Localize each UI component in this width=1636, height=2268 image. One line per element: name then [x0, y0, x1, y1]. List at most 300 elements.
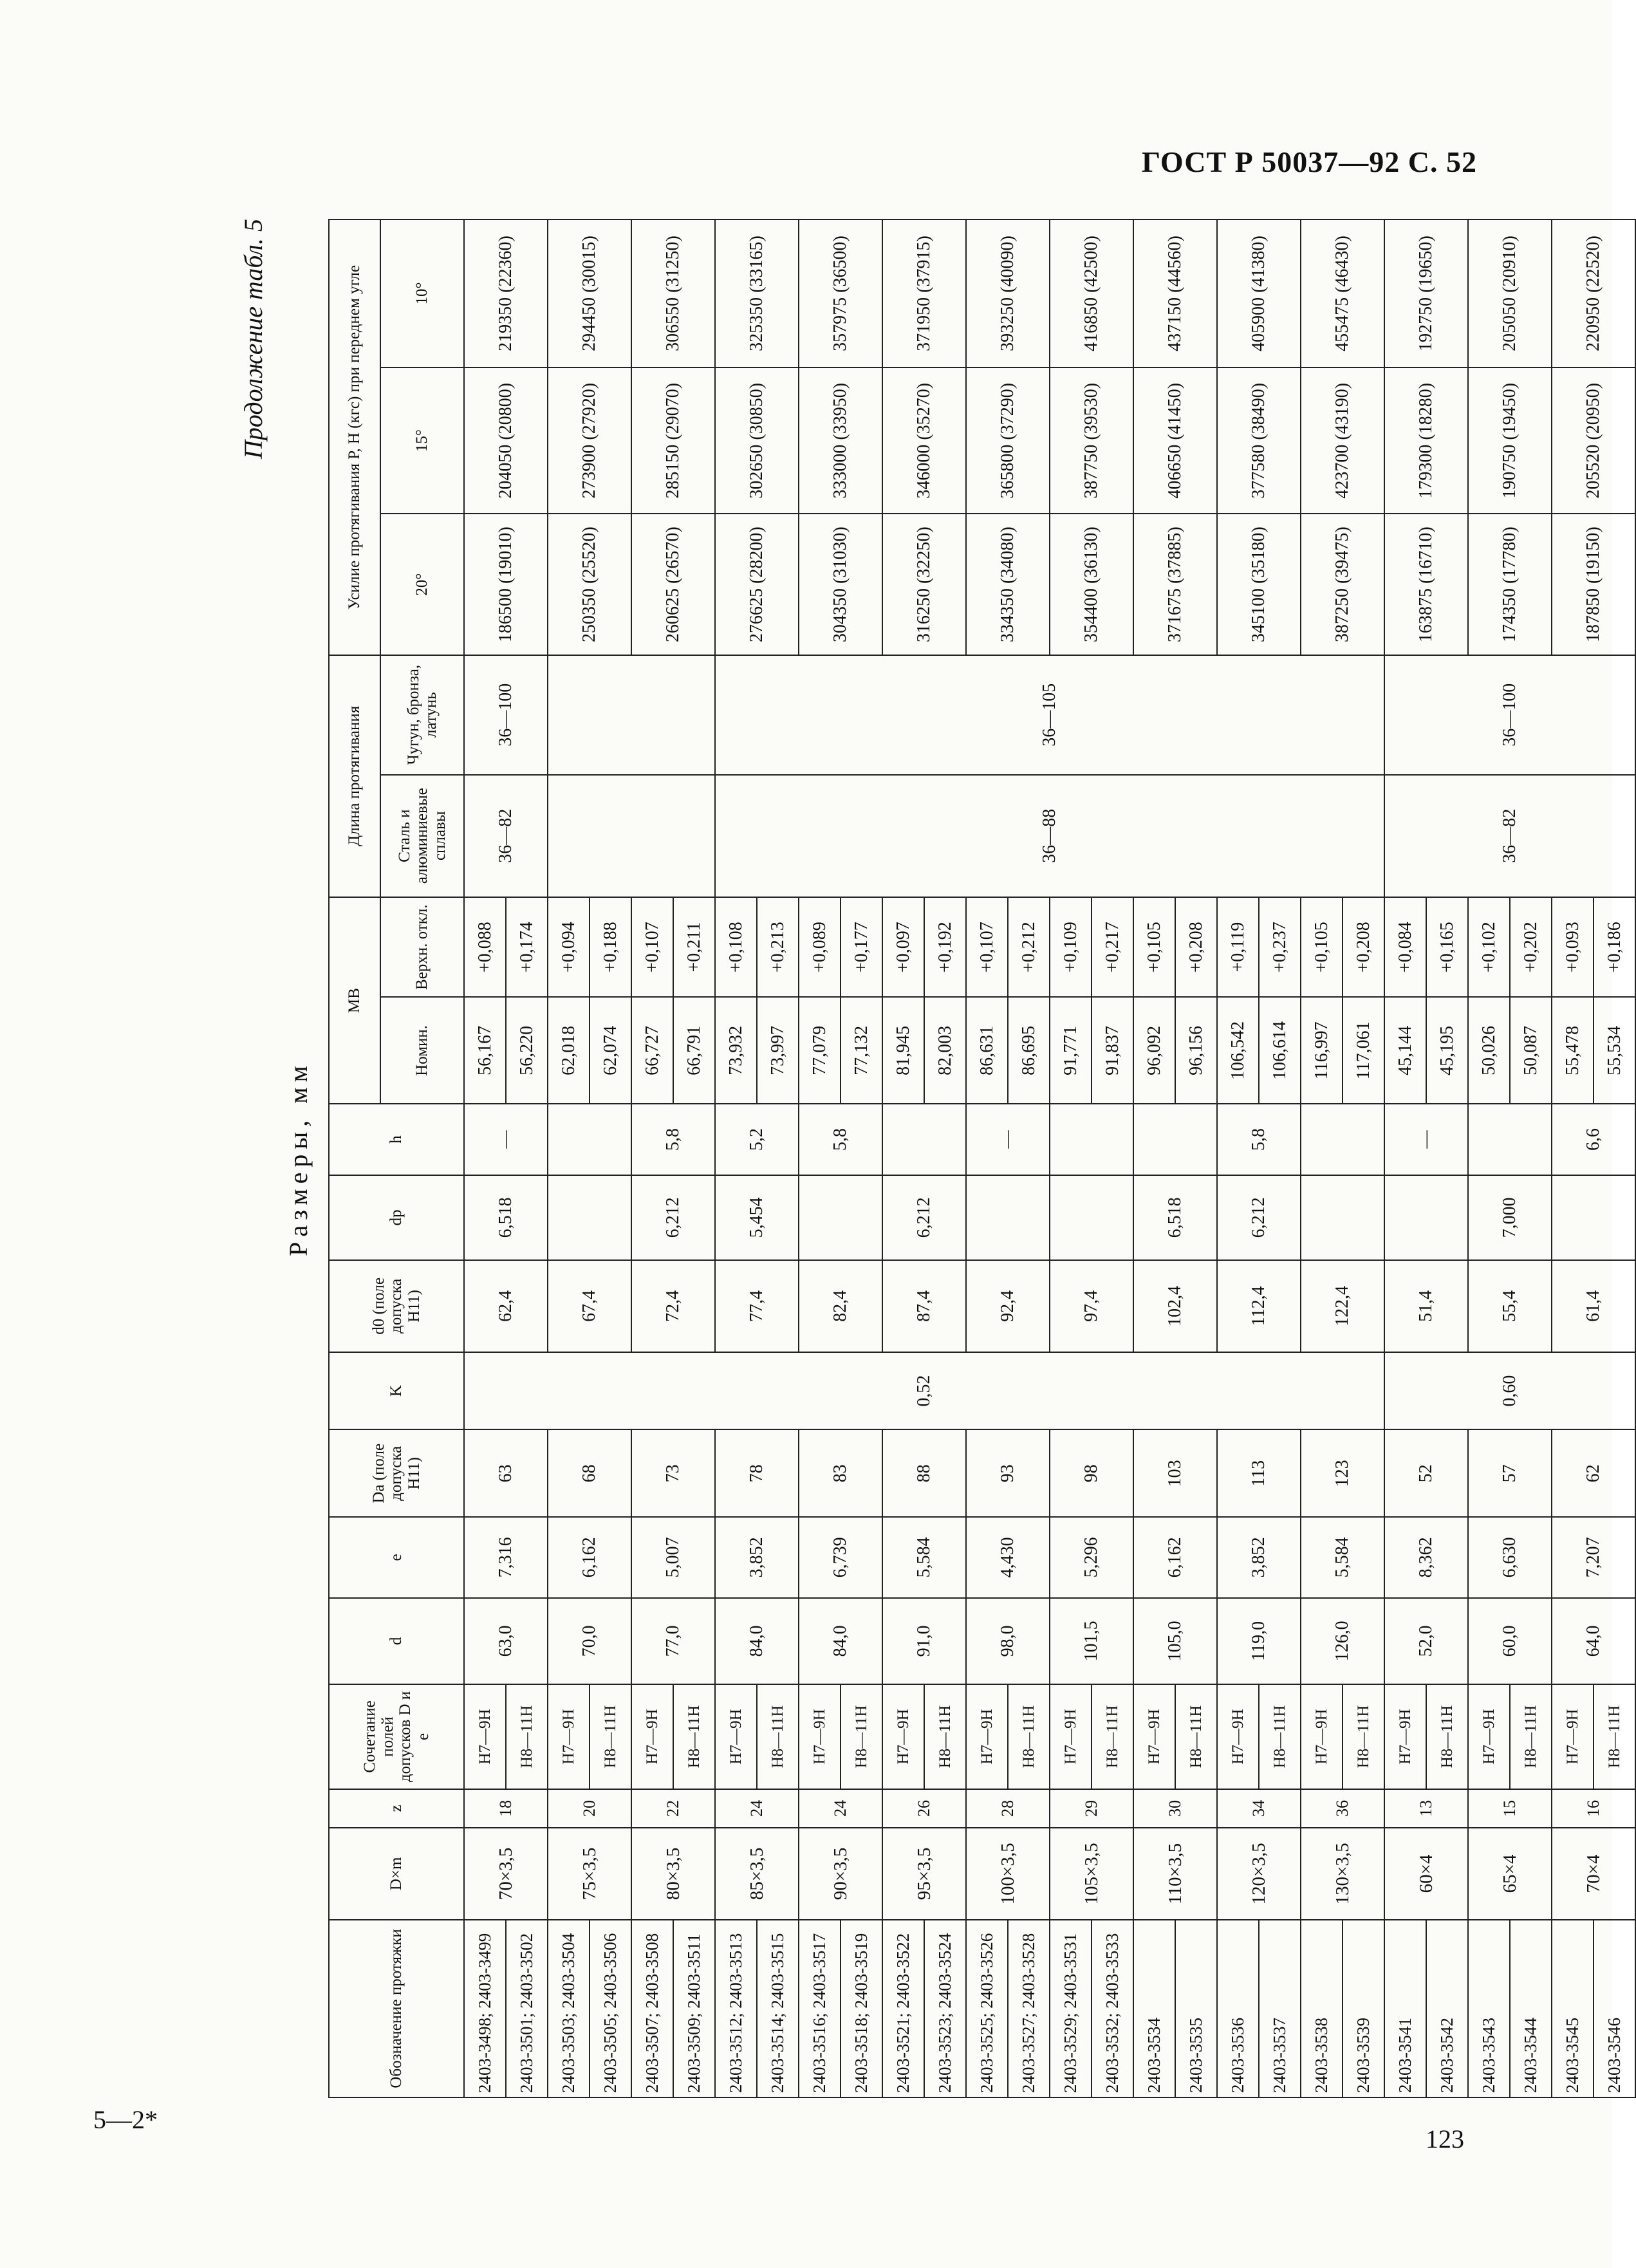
table-row	[1301, 219, 1343, 2097]
force-15-cell: 365800 (37290)	[966, 367, 1050, 514]
mv-nom-cell: 73,932	[715, 997, 757, 1104]
z-cell: 16	[1552, 1789, 1635, 1828]
fields-cell: H7—9H	[464, 1684, 506, 1789]
mv-dev-cell: +0,165	[1426, 897, 1468, 998]
force-10-cell: 437150 (44560)	[1133, 219, 1217, 367]
length-steel-cell: 36—88	[715, 775, 1384, 897]
col-Da-header: Da (поле допуска H11)	[329, 1429, 464, 1517]
Da-cell: 93	[966, 1429, 1050, 1517]
mv-nom-cell: 106,542	[1217, 997, 1259, 1104]
dp-cell: 5,454	[715, 1175, 799, 1260]
z-cell: 26	[882, 1789, 966, 1828]
d-cell: 64,0	[1552, 1598, 1635, 1685]
dp-cell	[1384, 1175, 1468, 1260]
d0-cell: 72,4	[631, 1260, 715, 1352]
Da-cell: 57	[1468, 1429, 1552, 1517]
mv-dev-cell: +0,217	[1092, 897, 1133, 998]
designation-cell: 2403-3501; 2403-3502	[506, 1920, 548, 2097]
mv-dev-cell: +0,237	[1259, 897, 1301, 998]
fields-cell: H8—11H	[1259, 1684, 1301, 1789]
dp-cell: 6,212	[882, 1175, 966, 1260]
mv-nom-cell: 77,079	[799, 997, 841, 1104]
fields-cell: H8—11H	[506, 1684, 548, 1789]
d0-cell: 92,4	[966, 1260, 1050, 1352]
fields-cell: H8—11H	[1343, 1684, 1384, 1789]
z-cell: 22	[631, 1789, 715, 1828]
col-designation-header: Обозначение протяжки	[329, 1920, 464, 2097]
mv-nom-cell: 106,614	[1259, 997, 1301, 1104]
force-15-cell: 179300 (18280)	[1384, 367, 1468, 514]
dm-cell: 90×3,5	[799, 1828, 882, 1920]
dp-cell: 6,518	[464, 1175, 548, 1260]
fields-cell: H8—11H	[1510, 1684, 1552, 1789]
table-row	[548, 219, 590, 2097]
d-cell: 63,0	[464, 1598, 548, 1685]
force-15-cell: 333000 (33950)	[799, 367, 882, 514]
mv-dev-cell: +0,213	[757, 897, 799, 998]
col-h-header: h	[329, 1104, 464, 1175]
K-cell: 0,60	[1384, 1352, 1635, 1430]
force-15-cell: 423700 (43190)	[1301, 367, 1384, 514]
table-row	[966, 219, 1008, 2097]
fields-cell: H8—11H	[1426, 1684, 1468, 1789]
mv-dev-cell: +0,107	[631, 897, 673, 998]
force-15-cell: 190750 (19450)	[1468, 367, 1552, 514]
table-row	[1384, 219, 1426, 2097]
Da-cell: 113	[1217, 1429, 1301, 1517]
mv-dev-cell: +0,084	[1384, 897, 1426, 998]
dm-cell: 100×3,5	[966, 1828, 1050, 1920]
h-cell: —	[1384, 1104, 1468, 1175]
h-cell: —	[966, 1104, 1050, 1175]
mv-dev-cell: +0,107	[966, 897, 1008, 998]
h-cell	[1301, 1104, 1384, 1175]
mv-dev-cell: +0,211	[673, 897, 715, 998]
force-20-cell: 334350 (34080)	[966, 514, 1050, 655]
z-cell: 24	[715, 1789, 799, 1828]
document-header: ГОСТ Р 50037—92 С. 52	[1141, 145, 1477, 178]
dm-cell: 85×3,5	[715, 1828, 799, 1920]
h-cell	[1133, 1104, 1217, 1175]
table-row	[1468, 219, 1510, 2097]
e-cell: 4,430	[966, 1517, 1050, 1597]
d-cell: 105,0	[1133, 1598, 1217, 1685]
mv-dev-cell: +0,208	[1175, 897, 1217, 998]
force-15-cell: 204050 (20800)	[464, 367, 548, 514]
designation-cell: 2403-3544	[1510, 1920, 1552, 2097]
mv-dev-cell: +0,097	[882, 897, 924, 998]
force-10-cell: 405900 (41380)	[1217, 219, 1301, 367]
d0-cell: 97,4	[1050, 1260, 1133, 1352]
designation-cell: 2403-3537	[1259, 1920, 1301, 2097]
force-15-cell: 406650 (41450)	[1133, 367, 1217, 514]
col-e-header: e	[329, 1517, 464, 1597]
designation-cell: 2403-3512; 2403-3513	[715, 1920, 757, 2097]
force-20-cell: 316250 (32250)	[882, 514, 966, 655]
d0-cell: 82,4	[799, 1260, 882, 1352]
designation-cell: 2403-3498; 2403-3499	[464, 1920, 506, 2097]
col-mv-header: MB	[329, 897, 380, 1104]
d-cell: 77,0	[631, 1598, 715, 1685]
length-cast-cell	[548, 655, 715, 775]
mv-dev-cell: +0,202	[1510, 897, 1552, 998]
force-20-cell: 304350 (31030)	[799, 514, 882, 655]
dp-cell: 6,212	[631, 1175, 715, 1260]
dm-cell: 95×3,5	[882, 1828, 966, 1920]
mv-nom-cell: 55,478	[1552, 997, 1594, 1104]
table-row	[1050, 219, 1092, 2097]
mv-dev-cell: +0,212	[1008, 897, 1050, 998]
force-15-cell: 377580 (38490)	[1217, 367, 1301, 514]
e-cell: 5,584	[1301, 1517, 1384, 1597]
mv-dev-cell: +0,093	[1552, 897, 1594, 998]
col-fields-header: Сочетание полей допусков D и e	[329, 1684, 464, 1789]
footer-mark: 5—2*	[93, 2105, 158, 2134]
col-force-15-header: 15°	[380, 367, 464, 514]
z-cell: 24	[799, 1789, 882, 1828]
force-10-cell: 371950 (37915)	[882, 219, 966, 367]
mv-nom-cell: 73,997	[757, 997, 799, 1104]
h-cell	[1468, 1104, 1552, 1175]
d-cell: 84,0	[715, 1598, 799, 1685]
designation-cell: 2403-3525; 2403-3526	[966, 1920, 1008, 2097]
dm-cell: 60×4	[1384, 1828, 1468, 1920]
designation-cell: 2403-3514; 2403-3515	[757, 1920, 799, 2097]
mv-dev-cell: +0,089	[799, 897, 841, 998]
col-K-header: K	[329, 1352, 464, 1430]
mv-nom-cell: 50,026	[1468, 997, 1510, 1104]
e-cell: 5,296	[1050, 1517, 1133, 1597]
dp-cell	[966, 1175, 1050, 1260]
mv-nom-cell: 96,092	[1133, 997, 1175, 1104]
length-steel-cell	[548, 775, 715, 897]
d-cell: 70,0	[548, 1598, 631, 1685]
e-cell: 8,362	[1384, 1517, 1468, 1597]
mv-nom-cell: 55,534	[1594, 997, 1635, 1104]
col-force-20-header: 20°	[380, 514, 464, 655]
e-cell: 7,207	[1552, 1517, 1635, 1597]
mv-dev-cell: +0,119	[1217, 897, 1259, 998]
Da-cell: 103	[1133, 1429, 1217, 1517]
d0-cell: 77,4	[715, 1260, 799, 1352]
designation-cell: 2403-3529; 2403-3531	[1050, 1920, 1092, 2097]
mv-dev-cell: +0,088	[464, 897, 506, 998]
fields-cell: H7—9H	[548, 1684, 590, 1789]
z-cell: 13	[1384, 1789, 1468, 1828]
designation-cell: 2403-3509; 2403-3511	[673, 1920, 715, 2097]
mv-nom-cell: 56,167	[464, 997, 506, 1104]
Da-cell: 63	[464, 1429, 548, 1517]
dm-cell: 70×4	[1552, 1828, 1635, 1920]
mv-dev-cell: +0,192	[924, 897, 966, 998]
fields-cell: H8—11H	[1594, 1684, 1635, 1789]
K-cell: 0,52	[464, 1352, 1384, 1430]
col-length-header: Длина протягивания	[329, 655, 380, 897]
Da-cell: 73	[631, 1429, 715, 1517]
mv-dev-cell: +0,174	[506, 897, 548, 998]
z-cell: 30	[1133, 1789, 1217, 1828]
force-20-cell: 174350 (17780)	[1468, 514, 1552, 655]
h-cell	[1050, 1104, 1133, 1175]
length-cast-cell: 36—100	[1384, 655, 1635, 775]
z-cell: 20	[548, 1789, 631, 1828]
d0-cell: 62,4	[464, 1260, 548, 1352]
e-cell: 5,584	[882, 1517, 966, 1597]
mv-nom-cell: 91,771	[1050, 997, 1092, 1104]
table-row	[799, 219, 841, 2097]
dm-cell: 70×3,5	[464, 1828, 548, 1920]
force-15-cell: 387750 (39530)	[1050, 367, 1133, 514]
force-20-cell: 387250 (39475)	[1301, 514, 1384, 655]
fields-cell: H7—9H	[799, 1684, 841, 1789]
dp-cell: 6,518	[1133, 1175, 1217, 1260]
e-cell: 6,630	[1468, 1517, 1552, 1597]
col-force-header: Усилие протягивания P, Н (кгс) при переднем угле	[329, 219, 380, 655]
force-15-cell: 302650 (30850)	[715, 367, 799, 514]
mv-nom-cell: 62,074	[590, 997, 631, 1104]
fields-cell: H7—9H	[715, 1684, 757, 1789]
fields-cell: H8—11H	[1092, 1684, 1133, 1789]
d-cell: 101,5	[1050, 1598, 1133, 1685]
designation-cell: 2403-3507; 2403-3508	[631, 1920, 673, 2097]
mv-nom-cell: 117,061	[1343, 997, 1384, 1104]
dm-cell: 120×3,5	[1217, 1828, 1301, 1920]
mv-nom-cell: 66,727	[631, 997, 673, 1104]
d-cell: 60,0	[1468, 1598, 1552, 1685]
broach-dimensions-table	[328, 219, 1636, 2098]
dp-cell	[548, 1175, 631, 1260]
h-cell: 5,8	[799, 1104, 882, 1175]
d0-cell: 122,4	[1301, 1260, 1384, 1352]
fields-cell: H7—9H	[1384, 1684, 1426, 1789]
z-cell: 36	[1301, 1789, 1384, 1828]
h-cell	[548, 1104, 631, 1175]
mv-nom-cell: 86,631	[966, 997, 1008, 1104]
designation-cell: 2403-3523; 2403-3524	[924, 1920, 966, 2097]
dm-cell: 110×3,5	[1133, 1828, 1217, 1920]
h-cell: 5,8	[631, 1104, 715, 1175]
d-cell: 119,0	[1217, 1598, 1301, 1685]
force-20-cell: 354400 (36130)	[1050, 514, 1133, 655]
col-dp-header: dp	[329, 1175, 464, 1260]
designation-cell: 2403-3543	[1468, 1920, 1510, 2097]
mv-dev-cell: +0,208	[1343, 897, 1384, 998]
fields-cell: H7—9H	[966, 1684, 1008, 1789]
designation-cell: 2403-3545	[1552, 1920, 1594, 2097]
h-cell: 6,6	[1552, 1104, 1635, 1175]
force-10-cell: 205050 (20910)	[1468, 219, 1552, 367]
z-cell: 28	[966, 1789, 1050, 1828]
col-dm-header: D×m	[329, 1828, 464, 1920]
d-cell: 126,0	[1301, 1598, 1384, 1685]
z-cell: 29	[1050, 1789, 1133, 1828]
col-z-header: z	[329, 1789, 464, 1828]
force-10-cell: 192750 (19650)	[1384, 219, 1468, 367]
mv-dev-cell: +0,094	[548, 897, 590, 998]
designation-cell: 2403-3505; 2403-3506	[590, 1920, 631, 2097]
fields-cell: H7—9H	[631, 1684, 673, 1789]
e-cell: 7,316	[464, 1517, 548, 1597]
force-20-cell: 276625 (28200)	[715, 514, 799, 655]
force-20-cell: 371675 (37885)	[1133, 514, 1217, 655]
designation-cell: 2403-3521; 2403-3522	[882, 1920, 924, 2097]
table-row	[631, 219, 673, 2097]
force-20-cell: 186500 (19010)	[464, 514, 548, 655]
d-cell: 52,0	[1384, 1598, 1468, 1685]
designation-cell: 2403-3546	[1594, 1920, 1635, 2097]
designation-cell: 2403-3542	[1426, 1920, 1468, 2097]
rotated-table-block	[238, 219, 1624, 2098]
mv-dev-cell: +0,109	[1050, 897, 1092, 998]
mv-nom-cell: 86,695	[1008, 997, 1050, 1104]
designation-cell: 2403-3539	[1343, 1920, 1384, 2097]
dp-cell	[1050, 1175, 1133, 1260]
fields-cell: H7—9H	[1050, 1684, 1092, 1789]
mv-dev-cell: +0,108	[715, 897, 757, 998]
force-20-cell: 250350 (25520)	[548, 514, 631, 655]
Da-cell: 88	[882, 1429, 966, 1517]
mv-nom-cell: 91,837	[1092, 997, 1133, 1104]
fields-cell: H8—11H	[924, 1684, 966, 1789]
dm-cell: 65×4	[1468, 1828, 1552, 1920]
table-row	[1133, 219, 1175, 2097]
col-d-header: d	[329, 1598, 464, 1685]
table-continuation-caption: Продолжение табл. 5	[239, 219, 268, 460]
force-10-cell: 306550 (31250)	[631, 219, 715, 367]
force-15-cell: 273900 (27920)	[548, 367, 631, 514]
fields-cell: H7—9H	[1301, 1684, 1343, 1789]
mv-nom-cell: 62,018	[548, 997, 590, 1104]
e-cell: 6,162	[1133, 1517, 1217, 1597]
fields-cell: H8—11H	[757, 1684, 799, 1789]
d-cell: 84,0	[799, 1598, 882, 1685]
mv-dev-cell: +0,105	[1133, 897, 1175, 998]
force-15-cell: 205520 (20950)	[1552, 367, 1635, 514]
h-cell: 5,8	[1217, 1104, 1301, 1175]
mv-dev-cell: +0,102	[1468, 897, 1510, 998]
h-cell: —	[464, 1104, 548, 1175]
force-20-cell: 187850 (19150)	[1552, 514, 1635, 655]
d0-cell: 61,4	[1552, 1260, 1635, 1352]
col-mv-nom-header: Номин.	[380, 997, 464, 1104]
mv-nom-cell: 66,791	[673, 997, 715, 1104]
designation-cell: 2403-3541	[1384, 1920, 1426, 2097]
col-d0-header: d0 (поле допуска H11)	[329, 1260, 464, 1352]
force-10-cell: 294450 (30015)	[548, 219, 631, 367]
d0-cell: 55,4	[1468, 1260, 1552, 1352]
mv-nom-cell: 77,132	[841, 997, 882, 1104]
fields-cell: H7—9H	[1217, 1684, 1259, 1789]
Da-cell: 83	[799, 1429, 882, 1517]
Da-cell: 78	[715, 1429, 799, 1517]
col-length-cast-header: Чугун, бронза, латунь	[380, 655, 464, 775]
mv-dev-cell: +0,186	[1594, 897, 1635, 998]
fields-cell: H8—11H	[1175, 1684, 1217, 1789]
d-cell: 98,0	[966, 1598, 1050, 1685]
table-row	[464, 219, 506, 2097]
force-10-cell: 393250 (40090)	[966, 219, 1050, 367]
page-number: 123	[1426, 2124, 1464, 2153]
table-row	[1552, 219, 1594, 2097]
Da-cell: 62	[1552, 1429, 1635, 1517]
mv-nom-cell: 82,003	[924, 997, 966, 1104]
force-10-cell: 219350 (22360)	[464, 219, 548, 367]
d0-cell: 87,4	[882, 1260, 966, 1352]
designation-cell: 2403-3538	[1301, 1920, 1343, 2097]
force-15-cell: 346000 (35270)	[882, 367, 966, 514]
dm-cell: 130×3,5	[1301, 1828, 1384, 1920]
mv-dev-cell: +0,188	[590, 897, 631, 998]
table-row	[1217, 219, 1259, 2097]
fields-cell: H8—11H	[841, 1684, 882, 1789]
dp-cell	[1301, 1175, 1384, 1260]
fields-cell: H7—9H	[1552, 1684, 1594, 1789]
force-10-cell: 357975 (36500)	[799, 219, 882, 367]
Da-cell: 68	[548, 1429, 631, 1517]
fields-cell: H8—11H	[1008, 1684, 1050, 1789]
e-cell: 3,852	[715, 1517, 799, 1597]
mv-nom-cell: 45,195	[1426, 997, 1468, 1104]
e-cell: 3,852	[1217, 1517, 1301, 1597]
e-cell: 6,739	[799, 1517, 882, 1597]
table-row	[715, 219, 757, 2097]
d0-cell: 112,4	[1217, 1260, 1301, 1352]
designation-cell: 2403-3535	[1175, 1920, 1217, 2097]
d0-cell: 67,4	[548, 1260, 631, 1352]
mv-nom-cell: 45,144	[1384, 997, 1426, 1104]
dp-cell	[1552, 1175, 1635, 1260]
designation-cell: 2403-3536	[1217, 1920, 1259, 2097]
length-steel-cell: 36—82	[1384, 775, 1635, 897]
mv-dev-cell: +0,177	[841, 897, 882, 998]
z-cell: 34	[1217, 1789, 1301, 1828]
dp-cell: 7,000	[1468, 1175, 1552, 1260]
dm-cell: 80×3,5	[631, 1828, 715, 1920]
designation-cell: 2403-3518; 2403-3519	[841, 1920, 882, 2097]
designation-cell: 2403-3527; 2403-3528	[1008, 1920, 1050, 2097]
force-20-cell: 345100 (35180)	[1217, 514, 1301, 655]
units-caption: Размеры, мм	[284, 1061, 313, 1256]
force-20-cell: 260625 (26570)	[631, 514, 715, 655]
Da-cell: 52	[1384, 1429, 1468, 1517]
mv-dev-cell: +0,105	[1301, 897, 1343, 998]
designation-cell: 2403-3503; 2403-3504	[548, 1920, 590, 2097]
force-10-cell: 220950 (22520)	[1552, 219, 1635, 367]
force-20-cell: 163875 (16710)	[1384, 514, 1468, 655]
designation-cell: 2403-3516; 2403-3517	[799, 1920, 841, 2097]
length-cast-cell: 36—100	[464, 655, 548, 775]
h-cell	[882, 1104, 966, 1175]
force-10-cell: 416850 (42500)	[1050, 219, 1133, 367]
z-cell: 18	[464, 1789, 548, 1828]
mv-nom-cell: 96,156	[1175, 997, 1217, 1104]
fields-cell: H7—9H	[882, 1684, 924, 1789]
col-length-steel-header: Сталь и алюминиевые сплавы	[380, 775, 464, 897]
mv-nom-cell: 116,997	[1301, 997, 1343, 1104]
mv-nom-cell: 50,087	[1510, 997, 1552, 1104]
dp-cell	[799, 1175, 882, 1260]
d0-cell: 51,4	[1384, 1260, 1468, 1352]
fields-cell: H8—11H	[673, 1684, 715, 1789]
fields-cell: H7—9H	[1133, 1684, 1175, 1789]
dm-cell: 75×3,5	[548, 1828, 631, 1920]
e-cell: 6,162	[548, 1517, 631, 1597]
force-10-cell: 455475 (46430)	[1301, 219, 1384, 367]
h-cell: 5,2	[715, 1104, 799, 1175]
force-15-cell: 285150 (29070)	[631, 367, 715, 514]
length-steel-cell: 36—82	[464, 775, 548, 897]
col-mv-dev-header: Верхн. откл.	[380, 897, 464, 998]
